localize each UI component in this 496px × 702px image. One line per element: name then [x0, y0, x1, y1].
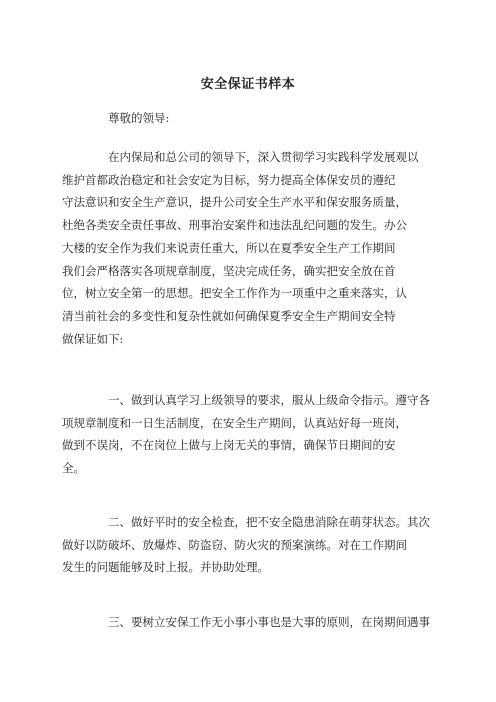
paragraph-item-1 — [62, 389, 436, 480]
document-title: 安全保证书样本 — [200, 77, 296, 92]
paragraph-item-3 — [62, 611, 436, 634]
paragraph-line: 在内保局和总公司的领导下，深入贯彻学习实践科学发展观以 — [108, 150, 419, 164]
paragraph-line: 做保证如下: — [62, 331, 124, 346]
paragraph-line: 守法意识和安全生产意识，提升公司安全生产水平和保安服务质量， — [62, 195, 407, 210]
paragraph-intro — [62, 146, 436, 350]
paragraph-line: 杜绝各类安全责任事故、刑事治安案件和违法乱纪问题的发生。办公 — [62, 218, 407, 233]
paragraph-line: 清当前社会的多变性和复杂性就如何确保夏季安全生产期间安全特 — [62, 308, 396, 323]
paragraph-line: 发生的问题能够及时上报。并协助处理。 — [62, 560, 269, 575]
paragraph-line: 我们会严格落实各项规章制度，坚决完成任务，确实把安全放在首 — [62, 263, 396, 278]
paragraph-item-2 — [62, 511, 436, 579]
paragraph-line: 做好以防破坏、放爆炸、防盗窃、防火灾的预案演练。对在工作期间 — [62, 537, 407, 552]
paragraph-line: 大楼的安全作为我们来说责任重大，所以在夏季安全生产工作期间 — [62, 240, 396, 255]
paragraph-line: 全。 — [62, 461, 85, 476]
paragraph-line: 维护首都政治稳定和社会安定为目标，努力提高全体保安员的遵纪 — [62, 172, 396, 187]
paragraph-line: 三、要树立安保工作无小事小事也是大事的原则，在岗期间遇事 — [108, 615, 430, 629]
paragraph-line: 一、做到认真学习上级领导的要求，服从上级命令指示。遵守各 — [108, 393, 430, 407]
paragraph-line: 做到不误岗，不在岗位上做与上岗无关的事情，确保节日期间的安 — [62, 438, 396, 453]
paragraph-line: 位，树立安全第一的思想。把安全工作作为一项重中之重来落实，认 — [62, 286, 407, 301]
paragraph-line: 项规章制度和一日生活制度，在安全生产期间，认真站好每一班岗， — [62, 415, 407, 430]
paragraph-line: 二、做好平时的安全检查，把不安全隐患消除在萌芽状态。其次 — [108, 515, 430, 529]
greeting: 尊敬的领导: — [108, 111, 170, 125]
